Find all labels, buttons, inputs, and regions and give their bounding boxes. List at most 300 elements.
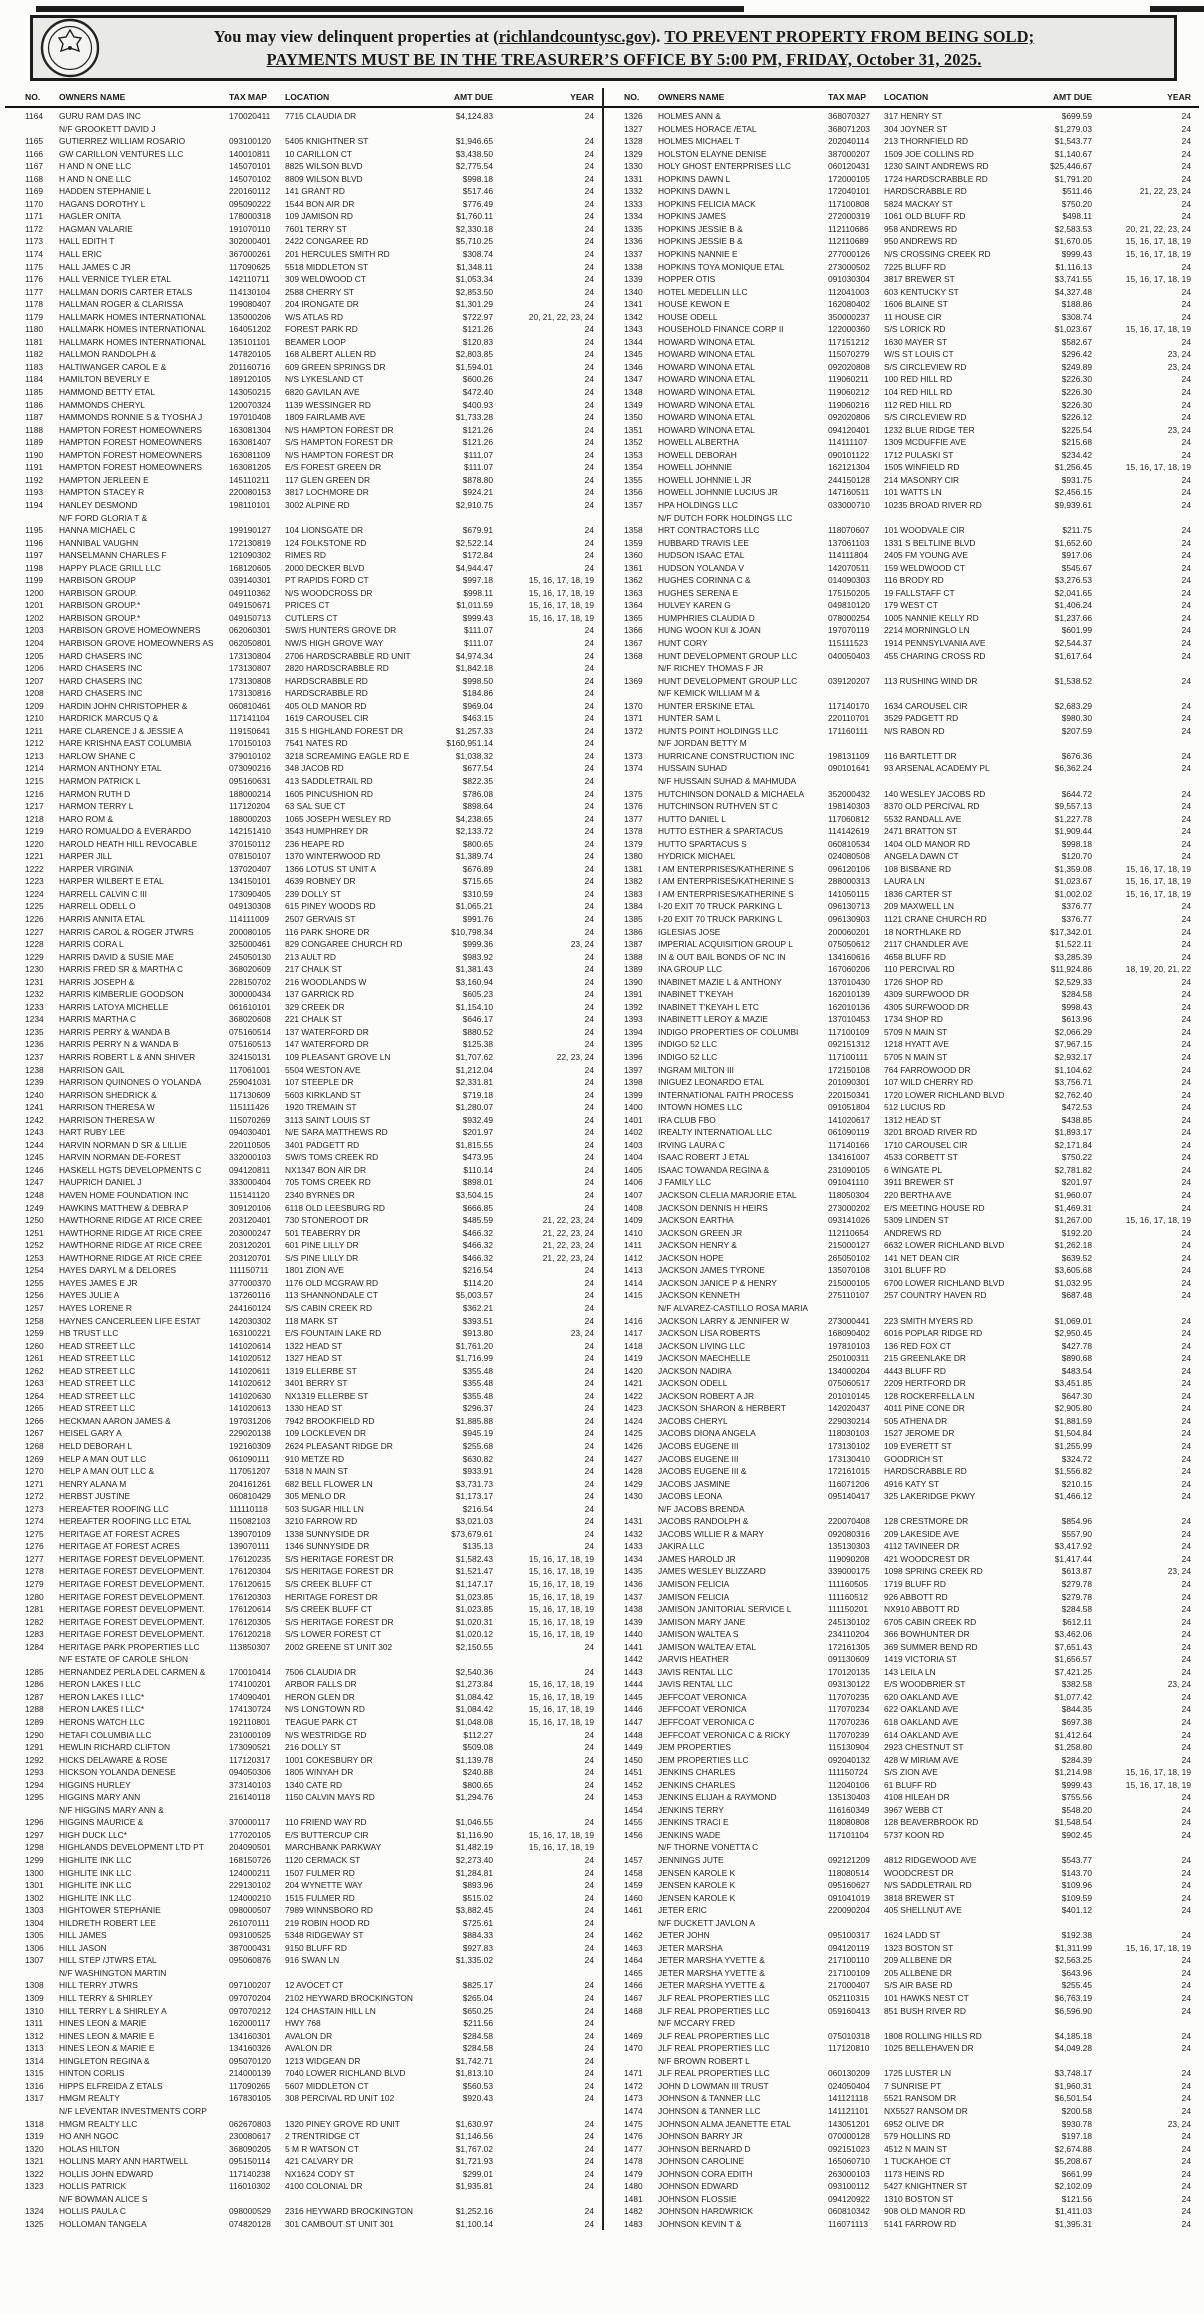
table-row — [5, 1239, 602, 1252]
tax-map: 203120401 — [229, 1215, 271, 1226]
banner-paren: ). — [650, 27, 665, 46]
year: 23, 24 — [1167, 361, 1191, 372]
row-no: 1221 — [25, 851, 44, 862]
table-row — [5, 725, 602, 738]
amt-due: $9,939.61 — [1054, 499, 1092, 510]
location: 2588 CHERRY ST — [285, 286, 355, 297]
owner-name: JAVIS RENTAL LLC — [658, 1679, 733, 1690]
table-row — [604, 712, 1199, 725]
owner-name: HAMMONDS CHERYL — [59, 399, 145, 410]
owner-name: HIGHLITE INK LLC — [59, 1855, 132, 1866]
row-no: 1439 — [624, 1616, 643, 1627]
year: 24 — [584, 1290, 594, 1301]
year: 24 — [584, 801, 594, 812]
year: 24 — [1181, 914, 1191, 924]
location: 221 CHALK ST — [285, 1014, 343, 1025]
year: 24 — [584, 851, 594, 862]
owner-name: HAWTHORNE RIDGE AT RICE CREE — [59, 1252, 203, 1263]
tax-map: 203000247 — [229, 1227, 271, 1238]
location: 579 HOLLINS RD — [884, 2131, 951, 2142]
table-row — [5, 1064, 602, 1077]
column-left-rows — [5, 108, 602, 2230]
row-no: 1278 — [25, 1566, 44, 1577]
tax-map: 114142619 — [828, 826, 870, 837]
owner-name: HARRIS JOSEPH & — [59, 976, 135, 987]
amt-due: $1,011.59 — [456, 600, 493, 611]
row-no: 1232 — [25, 989, 44, 1000]
row-no: 1215 — [25, 775, 44, 786]
amt-due: $2,762.40 — [1054, 1089, 1092, 1100]
year: 24 — [1181, 412, 1191, 423]
owner-name: HULVEY KAREN G — [658, 600, 731, 611]
tax-map: 134161007 — [828, 1152, 870, 1163]
tax-map — [229, 123, 285, 136]
table-row — [604, 1076, 1199, 1089]
location: 5427 KNIGHTNER ST — [884, 2181, 968, 2192]
table-row — [5, 2030, 602, 2043]
location — [884, 1917, 1016, 1930]
location: 503 SUGAR HILL LN — [285, 1503, 364, 1514]
owner-name: HOLSTON ELAYNE DENISE — [658, 148, 767, 159]
owner-name: JENNINGS JUTE — [658, 1855, 724, 1866]
amt-due: $125.38 — [462, 1039, 493, 1050]
row-no: 1386 — [624, 926, 643, 937]
table-row — [5, 1001, 602, 1014]
amt-due: $1,960.31 — [1054, 2080, 1092, 2091]
year: 23, 24 — [570, 939, 594, 950]
row-no — [624, 1503, 658, 1516]
amt-due: $393.51 — [462, 1315, 493, 1326]
row-no: 1403 — [624, 1139, 643, 1150]
row-no: 1275 — [25, 1528, 44, 1539]
owner-name: HOPKINS FELICIA MACK — [658, 198, 756, 209]
table-row — [5, 1841, 602, 1854]
year: 24 — [1181, 1880, 1191, 1891]
row-no: 1341 — [624, 299, 643, 310]
owner-name: HILDRETH ROBERT LEE — [59, 1917, 156, 1928]
tax-map: 141020612 — [229, 1378, 271, 1389]
table-row — [5, 2130, 602, 2143]
owner-name: JEM PROPERTIES LLC — [658, 1754, 749, 1765]
amt-due: $6,763.19 — [1054, 1993, 1092, 2004]
amt-due: $1,348.11 — [456, 261, 493, 272]
tax-map: 092151023 — [828, 2143, 870, 2154]
location: 2820 HARDSCRABBLE RD — [285, 663, 389, 674]
location: 2209 HERTFORD DR — [884, 1378, 966, 1389]
table-row — [604, 1666, 1199, 1679]
row-no: 1248 — [25, 1190, 44, 1201]
year: 15, 16, 17, 18, 19 — [528, 600, 594, 611]
amt-due: $699.59 — [1061, 111, 1092, 121]
row-no: 1237 — [25, 1052, 44, 1063]
row-no: 1209 — [25, 700, 44, 711]
row-no: 1186 — [25, 399, 44, 410]
tax-map: 162121304 — [828, 462, 870, 473]
owner-name: HOPKINS JESSIE B & — [658, 236, 743, 247]
year: 24 — [584, 1001, 594, 1012]
location: 4011 PINE CONE DR — [884, 1403, 965, 1414]
year — [1092, 737, 1191, 750]
table-row — [5, 562, 602, 575]
location: 2 TRENTRIDGE CT — [285, 2131, 360, 2142]
table-row — [604, 273, 1199, 286]
owner-name: HAPPY PLACE GRILL LLC — [59, 562, 161, 573]
table-row — [5, 2005, 602, 2018]
year: 24 — [1181, 587, 1191, 598]
location: 7541 NATES RD — [285, 738, 348, 749]
row-no: 1168 — [25, 173, 44, 184]
location: 3817 LOCHMORE DR — [285, 487, 369, 498]
row-no: 1176 — [25, 274, 44, 285]
tax-map: 143051201 — [828, 2118, 870, 2129]
table-row — [604, 1879, 1199, 1892]
tax-map: 172161305 — [828, 1641, 870, 1652]
table-row — [604, 210, 1199, 223]
table-row — [604, 1101, 1199, 1114]
amt-due: $997.18 — [462, 575, 493, 586]
amt-due: $211.56 — [463, 2018, 493, 2029]
amt-due: $517.46 — [462, 186, 493, 197]
row-no: 1316 — [25, 2080, 44, 2091]
row-no: 1416 — [624, 1315, 643, 1326]
row-no: 1479 — [624, 2168, 643, 2179]
year: 24 — [584, 1415, 594, 1426]
year: 24 — [584, 1102, 594, 1113]
amt-due — [1016, 775, 1092, 788]
table-row — [5, 1315, 602, 1328]
tax-map — [229, 1804, 285, 1817]
row-no: 1174 — [25, 249, 44, 260]
tax-map: 093141026 — [828, 1215, 870, 1226]
table-row — [604, 762, 1199, 775]
location: 2923 CHESTNUT ST — [884, 1742, 964, 1753]
amt-due: $1,909.44 — [1054, 826, 1092, 837]
owner-name: JACOBS EUGENE III & — [658, 1466, 747, 1477]
tax-map: 167830105 — [229, 2093, 271, 2104]
tax-map: 124000211 — [229, 1867, 271, 1878]
year — [1092, 1503, 1191, 1516]
row-no: 1263 — [25, 1378, 44, 1389]
amt-due: $1,543.77 — [1054, 136, 1092, 147]
year: 24 — [1181, 1014, 1191, 1025]
year: 24 — [584, 1190, 594, 1201]
column-header: TAX MAP — [229, 92, 268, 102]
table-row — [5, 712, 602, 725]
table-row — [5, 813, 602, 826]
table-row — [5, 1277, 602, 1290]
tax-map: 117090265 — [229, 2080, 271, 2091]
amt-due: $679.91 — [462, 525, 493, 536]
row-no: 1205 — [25, 650, 44, 661]
year: 24 — [584, 826, 594, 837]
banner-text — [100, 25, 1174, 71]
owner-name: HILL JAMES — [59, 1930, 107, 1941]
tax-map: 024050404 — [828, 2080, 870, 2091]
table-row — [604, 1515, 1199, 1528]
location — [884, 1302, 1016, 1315]
location: 309 WELDWOOD CT — [285, 274, 366, 285]
year: 24 — [1181, 173, 1191, 184]
table-row — [5, 235, 602, 248]
owner-name: JENKINS ELIJAH & RAYMOND — [658, 1792, 777, 1803]
amt-due: $1,212.04 — [455, 1064, 493, 1075]
owner-name: HERBST JUSTINE — [59, 1491, 131, 1502]
row-no: 1207 — [25, 675, 44, 686]
tax-map: 220160112 — [229, 186, 271, 197]
location: 5532 RANDALL AVE — [884, 813, 962, 824]
table-row — [5, 599, 602, 612]
amt-due: $2,150.55 — [455, 1641, 493, 1652]
owner-name: JETER MARSHA YVETTE & — [658, 1980, 765, 1991]
tax-map: 093130122 — [828, 1679, 870, 1690]
table-row — [604, 863, 1199, 876]
year: 15, 16, 17, 18, 19 — [528, 1717, 594, 1727]
location — [285, 1967, 417, 1980]
owner-name: HIGGINS HURLEY — [59, 1779, 131, 1790]
amt-due: $121.56 — [1061, 2193, 1092, 2204]
owner-name: N/F HUSSAIN SUHAD & MAHMUDA — [658, 775, 797, 786]
row-no: 1247 — [25, 1177, 44, 1188]
tax-map: 217000407 — [828, 1980, 870, 1991]
amt-due: $1,032.95 — [1054, 1277, 1092, 1288]
row-no: 1183 — [25, 361, 44, 372]
table-row — [604, 1277, 1199, 1290]
year: 24 — [584, 989, 594, 1000]
owner-name: HALTIWANGER CAROL E & — [59, 361, 167, 372]
year: 24 — [1181, 123, 1191, 134]
row-no: 1395 — [624, 1039, 643, 1050]
location: 1340 CATE RD — [285, 1779, 343, 1790]
amt-due: $2,583.53 — [1054, 223, 1092, 234]
tax-map: 117061001 — [229, 1064, 271, 1075]
row-no: 1359 — [624, 537, 643, 548]
owner-name: JETER MARSHA YVETTE & — [658, 1955, 765, 1966]
tax-map: 137010453 — [828, 1014, 870, 1025]
tax-map: 092020808 — [828, 361, 870, 372]
owner-name: HYDRICK MICHAEL — [658, 851, 736, 862]
owner-name: HILL TERRY L & SHIRLEY A — [59, 2005, 167, 2016]
location: 4305 SURFWOOD DR — [884, 1001, 970, 1012]
year: 24 — [1181, 1164, 1191, 1175]
table-row — [5, 461, 602, 474]
row-no: 1342 — [624, 311, 643, 322]
year: 24 — [584, 750, 594, 761]
location: 1322 HEAD ST — [285, 1340, 343, 1351]
tax-map: 370000117 — [229, 1817, 271, 1828]
table-row — [604, 574, 1199, 587]
amt-due: $2,171.84 — [1054, 1139, 1092, 1150]
location: 916 SWAN LN — [285, 1955, 340, 1966]
table-row-continuation — [5, 1804, 602, 1817]
table-row — [5, 1929, 602, 1942]
row-no: 1420 — [624, 1365, 643, 1376]
table-row — [5, 1678, 602, 1691]
owner-name: HARMON TERRY L — [59, 801, 134, 812]
owner-name: GUTIERREZ WILLIAM ROSARIO — [59, 136, 186, 147]
owner-name: HARRISON GAIL — [59, 1064, 125, 1075]
amt-due: $650.25 — [462, 2005, 493, 2016]
tax-map: 234110204 — [828, 1629, 870, 1640]
location: 1724 HARDSCRABBLE RD — [884, 173, 988, 184]
table-row — [5, 2155, 602, 2168]
owner-name: N/F BROWN ROBERT L — [658, 2055, 750, 2066]
year: 24 — [584, 1942, 594, 1953]
tax-map: 178000318 — [229, 211, 271, 222]
owner-name: HEISEL GARY A — [59, 1428, 122, 1439]
tax-map: 114111804 — [828, 550, 869, 561]
row-no: 1353 — [624, 449, 643, 460]
tax-map: 060810342 — [828, 2206, 870, 2217]
table-row — [604, 1979, 1199, 1992]
location: N/S LONGTOWN RD — [285, 1704, 365, 1715]
location: 5141 FARROW RD — [884, 2218, 957, 2229]
owner-name: HOWELL DEBORAH — [658, 449, 737, 460]
amt-due: $1,881.59 — [1054, 1415, 1092, 1426]
row-no: 1399 — [624, 1089, 643, 1100]
row-no: 1299 — [25, 1855, 44, 1866]
location: 159 WELDWOOD CT — [884, 562, 965, 573]
location: TEAGUE PARK CT — [285, 1717, 358, 1727]
tax-map: 060120431 — [828, 161, 870, 172]
table-row — [604, 499, 1199, 512]
amt-due: $1,020.12 — [455, 1629, 493, 1640]
tax-map: 215000127 — [828, 1240, 870, 1251]
row-no: 1254 — [25, 1265, 44, 1276]
row-no: 1241 — [25, 1102, 44, 1113]
owner-name: HOPKINS JAMES — [658, 211, 726, 222]
row-no: 1374 — [624, 763, 643, 774]
column-header: LOCATION — [884, 92, 929, 102]
tax-map: 333000404 — [229, 1177, 271, 1188]
table-row — [604, 1816, 1199, 1829]
owner-name: N/F RICHEY THOMAS F JR — [658, 663, 764, 674]
tax-map: 112040106 — [828, 1779, 870, 1790]
year: 24 — [584, 637, 594, 648]
column-header: AMT DUE — [453, 92, 493, 102]
amt-due: $1,652.60 — [1054, 537, 1092, 548]
location: 93 ARSENAL ACADEMY PL — [884, 763, 990, 774]
year: 24 — [1181, 1792, 1191, 1803]
tax-map: 117151212 — [828, 336, 870, 347]
table-row — [604, 1804, 1199, 1817]
amt-due: $1,630.97 — [455, 2118, 493, 2129]
amt-due: $697.38 — [1061, 1717, 1092, 1727]
owner-name: HARRIS ANNITA ETAL — [59, 914, 145, 924]
year: 24 — [1181, 2218, 1191, 2229]
amt-due: $1,504.84 — [1054, 1428, 1092, 1439]
location: S/S LOWER FOREST CT — [285, 1629, 382, 1640]
owner-name: HIGGINS MARY ANN — [59, 1792, 141, 1803]
table-row — [604, 700, 1199, 713]
column-header: OWNERS NAME — [59, 92, 126, 102]
row-no: 1204 — [25, 637, 44, 648]
year: 24 — [1181, 989, 1191, 1000]
owner-name: JACKSON LARRY & JENNIFER W — [658, 1315, 789, 1326]
year: 24 — [584, 1516, 594, 1527]
tax-map: 352000432 — [828, 788, 870, 799]
year: 24 — [584, 1139, 594, 1150]
location: 101 WATTS LN — [884, 487, 942, 498]
year: 24 — [1181, 2206, 1191, 2217]
tax-map: 117070236 — [828, 1717, 870, 1727]
table-row — [5, 1892, 602, 1905]
table-row — [5, 838, 602, 851]
tax-map: 174090401 — [229, 1691, 271, 1702]
amt-due: $639.52 — [1061, 1252, 1092, 1263]
row-no: 1452 — [624, 1779, 643, 1790]
tax-map: 119060212 — [828, 387, 870, 398]
table-row — [604, 2005, 1199, 2018]
row-no: 1417 — [624, 1328, 643, 1339]
amt-due: $1,721.93 — [455, 2156, 493, 2167]
amt-due: $1,469.31 — [1054, 1202, 1092, 1213]
year: 24 — [584, 1089, 594, 1100]
year: 24 — [1181, 1177, 1191, 1188]
owner-name: I-20 EXIT 70 TRUCK PARKING L — [658, 914, 783, 924]
amt-due: $1,482.19 — [455, 1842, 493, 1853]
table-row — [5, 850, 602, 863]
amt-due: $5,710.25 — [455, 236, 493, 247]
table-row — [604, 549, 1199, 562]
amt-due: $10,798.34 — [451, 926, 493, 937]
row-no: 1235 — [25, 1026, 44, 1037]
table-row — [5, 875, 602, 888]
owner-name: JACKSON NADIRA — [658, 1365, 732, 1376]
owner-name: INDIGO 52 LLC — [658, 1052, 718, 1063]
amt-due: $515.02 — [462, 1892, 493, 1903]
location: FOREST PARK RD — [285, 324, 358, 335]
tax-map: 091030304 — [828, 274, 870, 285]
amt-due: $111.07 — [463, 625, 493, 636]
table-row — [5, 1465, 602, 1478]
amt-due: $2,775.54 — [455, 161, 493, 172]
location: 109 JAMISON RD — [285, 211, 353, 222]
owner-name: HERITAGE FOREST DEVELOPMENT. — [59, 1604, 205, 1615]
table-row — [5, 2042, 602, 2055]
table-row — [5, 110, 602, 123]
amt-due: $2,853.50 — [455, 286, 493, 297]
tax-map — [229, 1653, 285, 1666]
amt-due: $73,679.61 — [451, 1528, 493, 1539]
row-no: 1456 — [624, 1829, 643, 1840]
table-row — [5, 1202, 602, 1215]
location: 1330 HEAD ST — [285, 1403, 343, 1414]
location: 128 ROCKERFELLA LN — [884, 1390, 975, 1401]
owner-name: JOHNSON CORA EDITH — [658, 2168, 753, 2179]
row-no: 1315 — [25, 2068, 44, 2079]
tax-map: 163081109 — [229, 449, 271, 460]
amt-due: $560.53 — [462, 2080, 493, 2091]
amt-due: $1,146.56 — [455, 2131, 493, 2142]
year: 24 — [1181, 499, 1191, 510]
location: 109 EVERETT ST — [884, 1440, 952, 1451]
owner-name: JACOBS EUGENE III — [658, 1453, 739, 1464]
amt-due: $362.21 — [462, 1302, 493, 1313]
year: 24 — [1181, 1365, 1191, 1376]
tax-map: 220080153 — [229, 487, 271, 498]
table-row — [5, 361, 602, 374]
owner-name: IN & OUT BAIL BONDS OF NC IN — [658, 951, 786, 962]
tax-map — [828, 1503, 884, 1516]
location: NX1319 ELLERBE ST — [285, 1390, 369, 1401]
owner-name: JAMES HAROLD JR — [658, 1553, 736, 1564]
tax-map: 198110101 — [229, 499, 271, 510]
tax-map: 162080402 — [828, 299, 870, 310]
owner-name: HALLMARK HOMES INTERNATIONAL — [59, 324, 206, 335]
amt-due: $1,084.42 — [455, 1704, 493, 1715]
year: 24 — [584, 2181, 594, 2192]
location: 3210 FARROW RD — [285, 1516, 358, 1527]
